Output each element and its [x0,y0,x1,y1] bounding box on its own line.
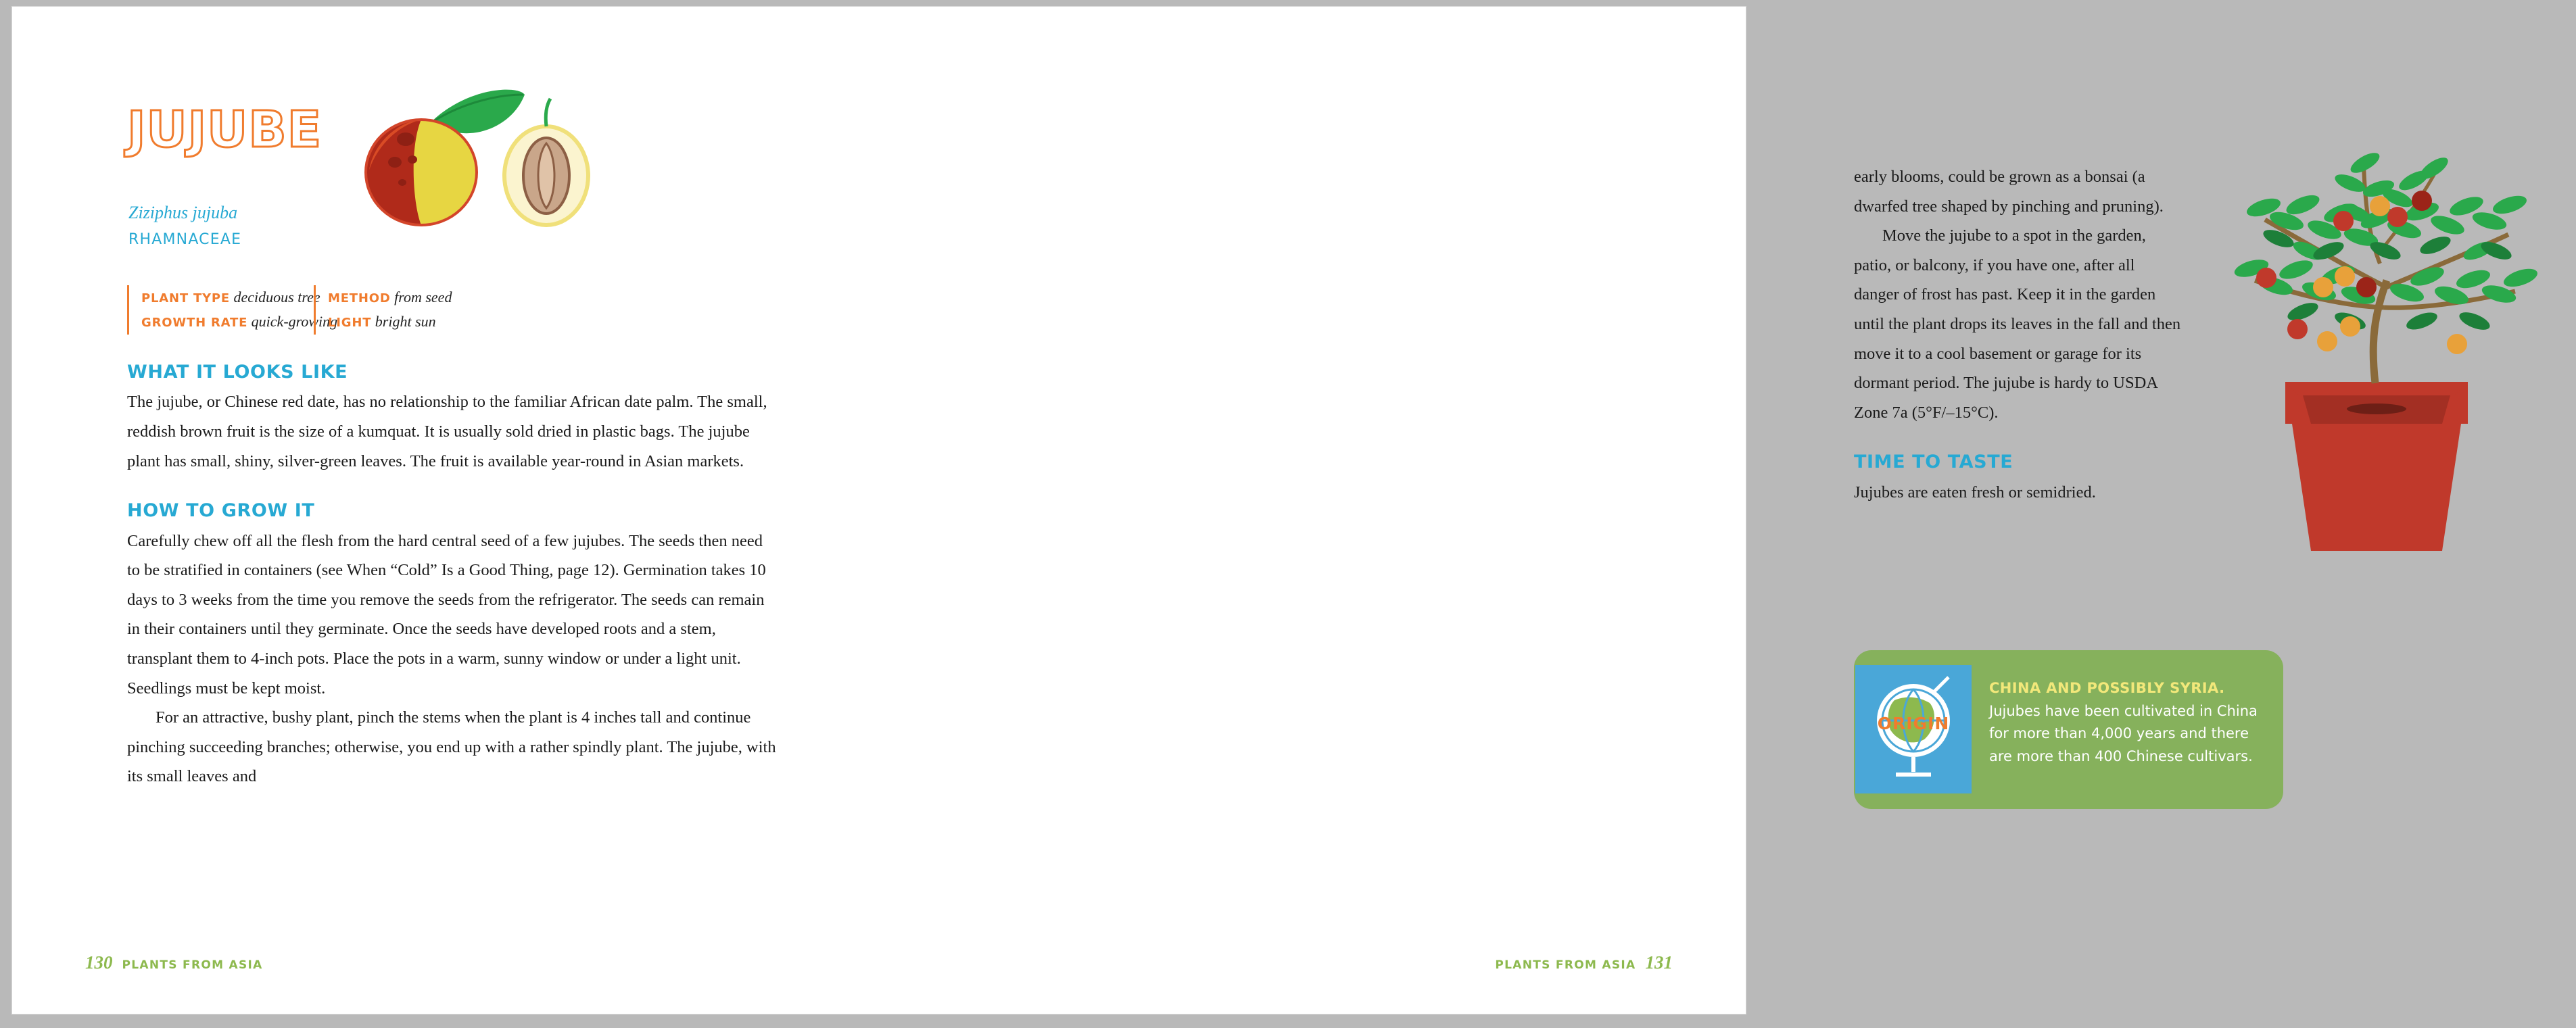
origin-callout [1854,650,2283,809]
fact-value: quick-growing [251,313,338,331]
book-spread [12,7,2258,1014]
jujube-fruit-illustration [350,81,634,233]
fact-label: PLANT TYPE [141,291,231,305]
section-heading-looks: WHAT IT LOOKS LIKE [127,362,348,383]
right-text-column [1854,162,2182,507]
fact-column-1 [127,285,338,335]
plant-family: RHAMNACEAE [128,231,242,248]
origin-badge-label: ORIGIN [1877,714,1950,733]
fact-column-2 [314,285,452,335]
origin-callout-heading: CHINA AND POSSIBLY SYRIA. [1989,680,2225,696]
paragraph: Carefully chew off all the flesh from the hard central seed of a few jujubes. The seeds then need to be stratified in containers (see When “Cold” Is a Good Thing, page 12). Germination takes 10 days to 3 weeks from the time you remove the seeds from the refrigerator. The seeds can remain in their containers until they germinate. Once the seeds have developed roots and a stem, transplant them to 4-inch pots. Place the pots in a warm, sunny window or under a light unit. Seedlings must be kept moist. [127,531,766,697]
origin-callout-body: Jujubes have been cultivated in China for more than 4,000 years and there are more than 400 Chinese cultivars. [1989,702,2258,764]
fact-label: METHOD [328,291,391,305]
footer-left [85,952,263,973]
fact-label: GROWTH RATE [141,316,248,331]
fact-row [328,285,452,310]
paragraph: The jujube, or Chinese red date, has no relationship to the familiar African date palm. The small, reddish brown fruit is the size of a kumquat. It is usually sold dried in plastic bags. The jujube plant has small, shiny, silver-green leaves. The fruit is available year-round in Asian markets. [127,393,767,470]
paragraph: Jujubes are eaten fresh or semidried. [1854,483,2096,501]
spacer [127,476,780,500]
footer-label: PLANTS FROM ASIA [122,958,263,972]
origin-badge [1855,665,1972,793]
paragraph: For an attractive, bushy plant, pinch the stems when the plant is 4 inches tall and continue pinching succeeding branches; otherwise, you end up with a rather spindly plant. The jujube, with its small leaves and [127,708,776,786]
footer-right [1495,952,1673,973]
paragraph: Move the jujube to a spot in the garden, patio, or balcony, if you have one, after all danger of frost has past. Keep it in the garden until the plant drops its leaves in the fall and then move it to a cool basement or garage for its dormant period. The jujube is hardy to USDA Zone 7a (5°F/–15°C). [1854,226,2181,422]
section-heading-grow: HOW TO GROW IT [127,500,315,522]
paragraph: early blooms, could be grown as a bonsai (a dwarfed tree shaped by pinching and pruning). [1854,168,2164,216]
left-text-column [127,362,780,791]
section-heading-taste: TIME TO TASTE [1854,451,2013,473]
page-number: 130 [85,952,113,973]
spacer [1854,427,2182,451]
page-right [879,7,2258,1014]
fact-value: bright sun [375,313,436,331]
fact-row [328,310,452,334]
fact-table [127,285,600,335]
page-title: JUJUBE [127,101,323,159]
fact-row [141,285,320,310]
latin-name: Ziziphus jujuba [128,203,238,222]
jujube-potted-tree-illustration [2184,118,2576,568]
fact-row [141,310,338,334]
page-left [12,7,879,1014]
fact-value: from seed [394,289,452,305]
fact-label: LIGHT [328,316,372,331]
origin-callout-text [1972,650,2283,788]
page-number: 131 [1645,952,1673,973]
fact-value: deciduous tree [233,289,320,305]
footer-label: PLANTS FROM ASIA [1495,958,1636,972]
